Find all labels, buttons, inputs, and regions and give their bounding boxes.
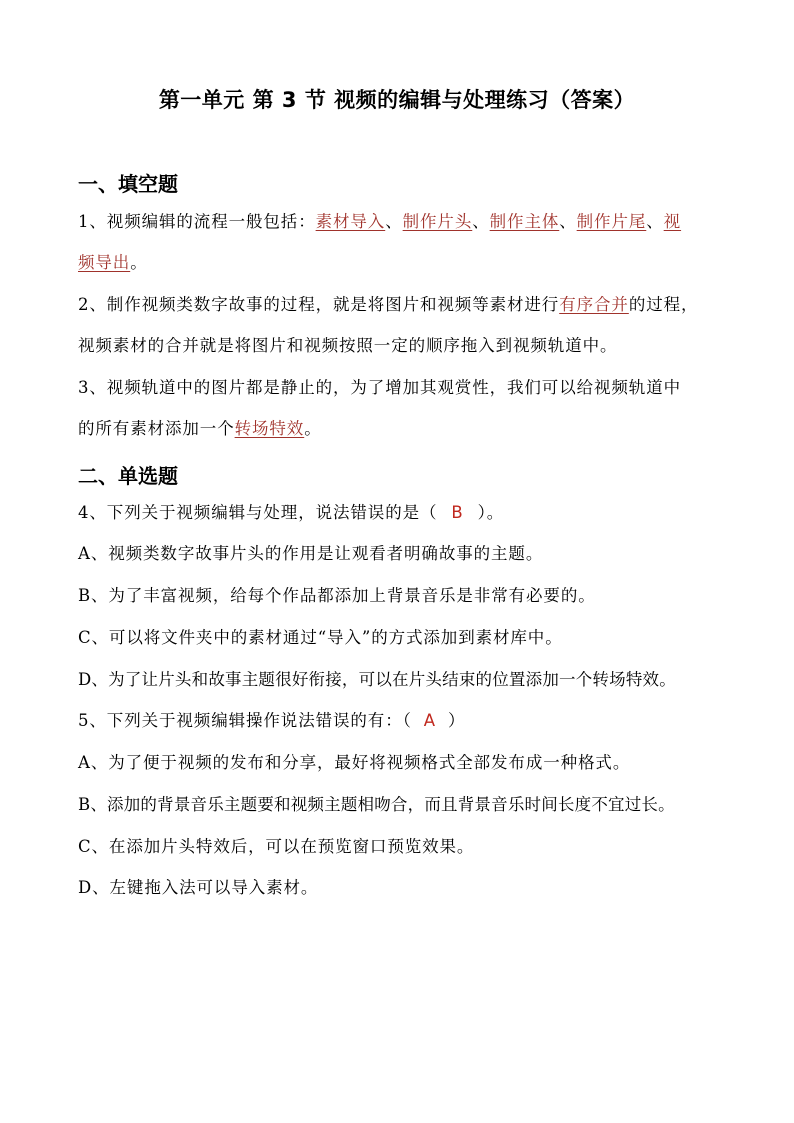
answer-1e-part2: 频导出 (78, 253, 131, 272)
question-2-line-1: 2、制作视频类数字故事的过程，就是将图片和视频等素材进行有序合并的过程， (78, 295, 699, 314)
question-3-line-2: 的所有素材添加一个转场特效。 (78, 419, 322, 438)
question-5-option-c: C、在添加片头特效后，可以在预览窗口预览效果。 (78, 837, 475, 856)
answer-1e-part1: 视 (663, 212, 682, 231)
answer-1d: 制作片尾 (576, 212, 647, 231)
section-heading-fill-blank: 一、填空题 (78, 172, 178, 196)
page-title: 第一单元 第 3 节 视频的编辑与处理练习（答案） (158, 88, 636, 112)
section-heading-single-choice: 二、单选题 (78, 464, 178, 488)
question-4-stem: 4、下列关于视频编辑与处理，说法错误的是（ B ）。 (78, 503, 505, 522)
answer-3: 转场特效 (234, 419, 305, 438)
question-5-option-a: A、为了便于视频的发布和分享，最好将视频格式全部发布成一种格式。 (78, 753, 631, 772)
answer-1a: 素材导入 (315, 212, 386, 231)
question-4-option-a: A、视频类数字故事片头的作用是让观看者明确故事的主题。 (78, 544, 544, 563)
question-1-prompt: 1、视频编辑的流程一般包括： (78, 212, 316, 231)
question-1-line-1: 1、视频编辑的流程一般包括：素材导入、制作片头、制作主体、制作片尾、视 (78, 212, 682, 231)
question-2-line-2: 视频素材的合并就是将图片和视频按照一定的顺序拖入到视频轨道中。 (78, 336, 618, 355)
question-1-line-2: 频导出。 (78, 253, 148, 272)
question-3-line-1: 3、视频轨道中的图片都是静止的，为了增加其观赏性，我们可以给视频轨道中 (78, 378, 681, 397)
question-5-stem: 5、下列关于视频编辑操作说法错误的有：（ A ） (78, 711, 466, 730)
question-5-option-b: B、添加的背景音乐主题要和视频主题相吻合，而且背景音乐时间长度不宜过长。 (78, 795, 675, 814)
question-4-option-c: C、可以将文件夹中的素材通过“导入”的方式添加到素材库中。 (78, 628, 563, 647)
answer-1c: 制作主体 (489, 212, 560, 231)
question-4-option-d: D、为了让片头和故事主题很好衔接，可以在片头结束的位置添加一个转场特效。 (78, 670, 676, 689)
answer-4: B (451, 503, 464, 522)
answer-5: A (423, 711, 436, 730)
question-4-option-b: B、为了丰富视频，给每个作品都添加上背景音乐是非常有必要的。 (78, 586, 596, 605)
question-5-option-d: D、左键拖入法可以导入素材。 (78, 878, 319, 897)
question-2-prompt: 2、制作视频类数字故事的过程，就是将图片和视频等素材进行 (78, 295, 560, 314)
answer-2: 有序合并 (559, 295, 629, 314)
answer-1b: 制作片头 (402, 212, 473, 231)
